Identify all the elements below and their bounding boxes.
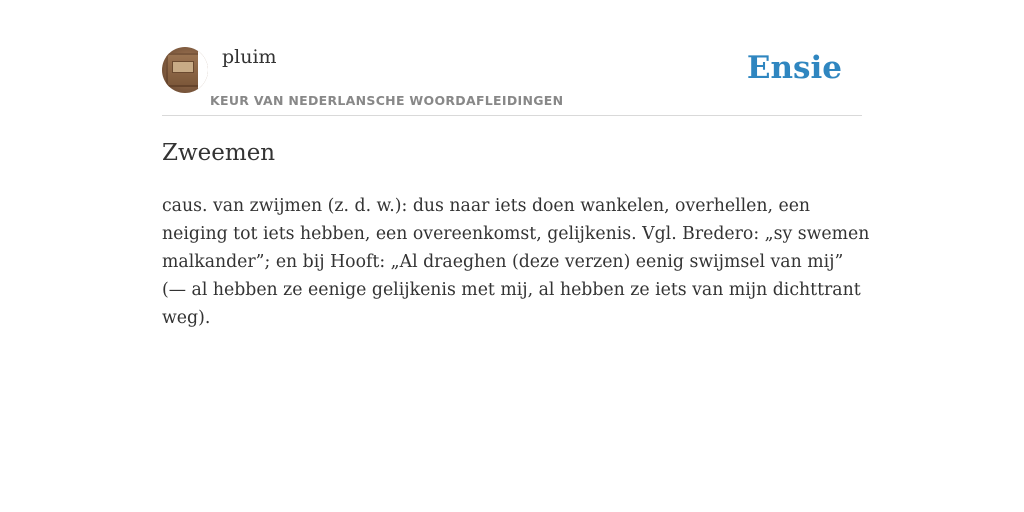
page-container xyxy=(162,0,870,328)
book-label-plate xyxy=(172,61,194,73)
source-title[interactable]: KEUR VAN NEDERLANSCHE WOORDAFLEIDINGEN xyxy=(210,93,564,108)
brand-logo-link[interactable]: Ensie xyxy=(746,50,842,86)
author-name[interactable]: pluim xyxy=(222,46,277,68)
entry-title: Zweemen xyxy=(162,140,276,166)
author-avatar[interactable] xyxy=(162,47,208,93)
avatar-crop-edge xyxy=(198,47,208,93)
header xyxy=(162,0,862,116)
entry-definition: caus. van zwijmen (z. d. w.): dus naar iets doen wankelen, overhellen, een neiging tot iets hebben, een overeenkomst, gelijkenis. Vgl. Bredero: „sy swemen malkander”; en bij Hooft: „Al draeghen (deze verzen) eenig swijmsel van mij” (— al hebben ze eenige gelijkenis met mij, al hebben ze iets van mijn dichttrant weg). xyxy=(162,196,870,328)
